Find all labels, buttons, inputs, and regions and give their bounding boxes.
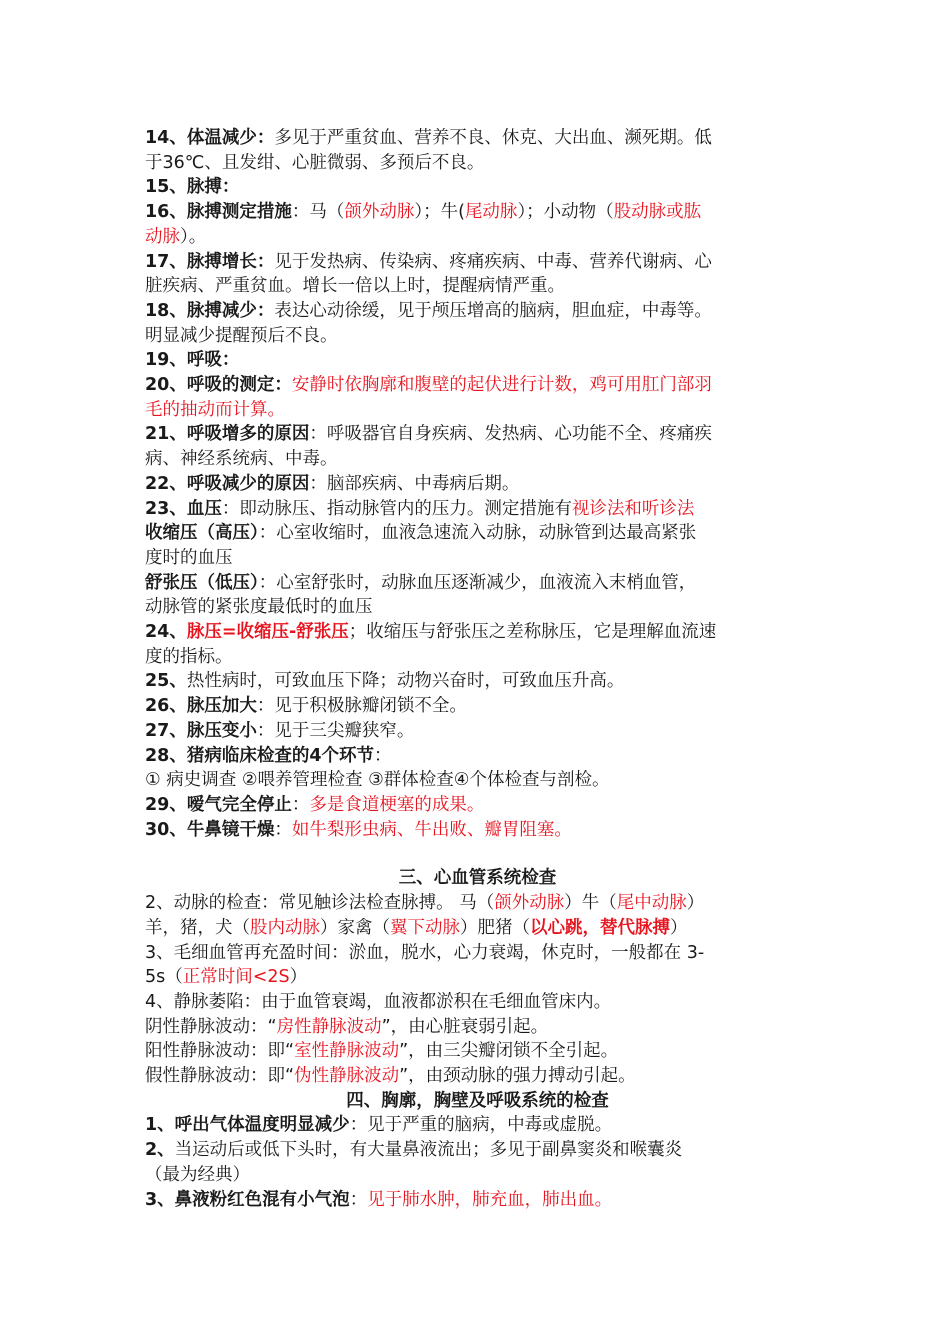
text-segment: 明显减少提醒预后不良。 [145, 325, 338, 346]
text-segment: 14、体温减少： [145, 128, 275, 148]
text-segment: ：心室舒张时，动脉血压逐渐减少，血液流入末梢血管， [258, 572, 697, 593]
text-segment: 收缩压（高压） [145, 523, 259, 544]
text-segment: 尾动脉 [464, 202, 518, 223]
text-line [145, 200, 810, 225]
text-segment: 舒张压（低压） [145, 572, 259, 593]
text-segment: ）。 [180, 226, 207, 247]
text-segment: 5s（ [145, 967, 183, 988]
text-line [145, 941, 810, 966]
text-segment: ：呼吸器官自身疾病、发热病、心功能不全、疼痛疾 [309, 424, 712, 445]
text-line [145, 916, 810, 941]
text-segment: ：脑部疾病、中毒病后期。 [309, 473, 520, 494]
text-line [145, 225, 810, 250]
text-line [145, 373, 810, 398]
text-segment: 2、 [145, 1140, 175, 1161]
text-segment: ： [274, 819, 292, 840]
text-segment: ： [349, 1189, 368, 1210]
text-line [145, 250, 810, 275]
text-line [145, 324, 810, 349]
section-heading-cardiovascular: 三、心血管系统检查 [398, 868, 557, 889]
text-segment: 3、毛细血管再充盈时间：淤血，脱水，心力衰竭，休克时，一般都在 3- [145, 942, 705, 963]
text-segment: 17、脉搏增长： [145, 251, 275, 272]
text-segment: ） [686, 893, 705, 914]
text-line [145, 744, 810, 769]
text-segment: 如牛梨形虫病、牛出败、瓣胃阻塞。 [291, 819, 572, 840]
text-segment: 29、嗳气完全停止 [145, 794, 292, 815]
text-segment: 颌外动脉 [494, 893, 565, 914]
text-segment: 正常时间<2S [182, 967, 290, 988]
text-line [145, 422, 810, 447]
text-segment: 股动脉或肱 [613, 202, 702, 223]
text-segment: ）牛（ [564, 893, 617, 914]
text-segment: 27、脉压变小 [145, 720, 257, 741]
text-segment: ） [670, 917, 688, 938]
text-segment: ：马（ [291, 202, 345, 223]
text-segment: 于36℃、且发绀、心脏微弱、多预后不良。 [145, 152, 485, 173]
respiratory-items [145, 1113, 810, 1212]
text-segment: 19、呼吸： [145, 350, 240, 371]
text-line [145, 274, 810, 299]
text-line [145, 891, 810, 916]
text-line [145, 472, 810, 497]
text-segment: ”，由颈动脉的强力搏动引起。 [399, 1066, 636, 1087]
text-line [145, 1113, 810, 1138]
text-segment: ：心室收缩时，血液急速流入动脉，动脉管到达最高紧张 [258, 523, 697, 544]
document-page [145, 126, 810, 1212]
text-segment: 阳性静脉波动：即“ [145, 1041, 295, 1062]
text-line [145, 793, 810, 818]
text-segment: 阴性静脉波动：“ [145, 1016, 277, 1037]
text-segment: 24、 [145, 622, 187, 643]
text-segment: 热性病时，可致血压下降；动物兴奋时，可致血压升高。 [186, 671, 625, 692]
text-segment: 16、脉搏测定措施 [145, 202, 292, 223]
text-segment: 尾中动脉 [616, 893, 687, 914]
text-line [145, 768, 810, 793]
text-segment: 3、鼻液粉红色混有小气泡 [145, 1189, 350, 1210]
text-segment: ① 病史调查 ②喂养管理检查 ③群体检查④个体检查与剖检。 [145, 770, 610, 791]
text-segment: 安静时依胸廓和腹壁的起伏进行计数，鸡可用肛门部羽 [291, 375, 712, 396]
text-segment: （最为经典） [145, 1164, 250, 1185]
text-segment: 度的指标。 [145, 646, 233, 667]
text-line [145, 521, 810, 546]
text-line [145, 1015, 810, 1040]
text-segment: 动脉管的紧张度最低时的血压 [145, 597, 373, 618]
text-segment: 假性静脉波动：即“ [145, 1066, 295, 1087]
text-segment: ；收缩压与舒张压之差称脉压，它是理解血流速 [348, 622, 717, 643]
text-segment: 18、脉搏减少： [145, 300, 275, 321]
text-line [145, 175, 810, 200]
text-line [145, 1163, 810, 1188]
text-segment: 22、呼吸减少的原因 [145, 473, 310, 494]
text-segment: 颌外动脉 [344, 202, 415, 223]
text-line [145, 151, 810, 176]
text-segment: ：见于三尖瓣狭窄。 [256, 720, 415, 741]
text-segment: 20、呼吸的测定： [145, 375, 292, 396]
text-segment: 23、血压 [145, 498, 222, 519]
text-segment: 房性静脉波动 [276, 1016, 382, 1037]
text-segment: 翼下动脉 [390, 917, 460, 938]
text-segment: ： [374, 745, 392, 766]
text-segment: 以心跳，替代脉搏 [530, 917, 670, 938]
text-segment: ：即动脉压、指动脉管内的压力。测定措施有 [221, 498, 572, 519]
exam-items-list [145, 126, 810, 842]
text-segment: 多见于严重贫血、营养不良、休克、大出血、濒死期。低 [274, 128, 712, 148]
text-line [145, 818, 810, 843]
cardiovascular-items [145, 891, 810, 1089]
text-segment: 室性静脉波动 [294, 1041, 400, 1062]
text-segment: ）家禽（ [320, 917, 390, 938]
text-line [145, 719, 810, 744]
text-line [145, 1039, 810, 1064]
text-line [145, 1188, 810, 1213]
text-line [145, 1138, 810, 1163]
text-segment: 视诊法和听诊法 [571, 498, 695, 519]
text-line [145, 571, 810, 596]
text-line [145, 620, 810, 645]
text-segment: 1、呼出气体温度明显减少 [145, 1115, 350, 1136]
text-segment: ： [291, 794, 310, 815]
text-segment: 伪性静脉波动 [294, 1066, 400, 1087]
text-segment: ”，由三尖瓣闭锁不全引起。 [399, 1041, 619, 1062]
text-line [145, 965, 810, 990]
text-line [145, 447, 810, 472]
text-line [145, 497, 810, 522]
text-segment: 28、猪病临床检查的4个环节 [145, 745, 375, 766]
text-line [145, 348, 810, 373]
text-segment: 病、神经系统病、中毒。 [145, 449, 338, 470]
section-gap [145, 842, 810, 866]
text-segment: ”，由心脏衰弱引起。 [381, 1016, 549, 1037]
text-line [145, 669, 810, 694]
text-segment: 表达心动徐缓，见于颅压增高的脑病，胆血症，中毒等。 [274, 300, 712, 321]
text-segment: 2、动脉的检查：常见触诊法检查脉搏。 马（ [145, 893, 495, 914]
text-line [145, 595, 810, 620]
text-segment: 26、脉压加大 [145, 696, 257, 717]
text-segment: ）肥猪（ [460, 917, 530, 938]
text-line [145, 546, 810, 571]
text-segment: 4、静脉萎陷：由于血管衰竭，血液都淤积在毛细血管床内。 [145, 991, 612, 1012]
text-segment: ）；小动物（ [517, 202, 614, 223]
text-segment: 度时的血压 [145, 547, 233, 568]
text-segment: ） [289, 967, 308, 988]
text-segment: 毛的抽动而计算。 [145, 399, 285, 420]
text-segment: ：见于严重的脑病，中毒或虚脱。 [349, 1115, 613, 1136]
text-line [145, 1064, 810, 1089]
text-line [145, 694, 810, 719]
text-line [145, 990, 810, 1015]
text-segment: 当运动后或低下头时，有大量鼻液流出；多见于副鼻窦炎和喉囊炎 [174, 1140, 683, 1161]
text-segment: 羊，猪，犬（ [145, 917, 250, 938]
text-segment: 30、牛鼻镜干燥 [145, 819, 275, 840]
text-line [145, 299, 810, 324]
text-segment: 15、脉搏： [145, 177, 240, 198]
text-segment: 多是食道梗塞的成果。 [309, 794, 485, 815]
text-segment: ）；牛( [414, 202, 465, 223]
text-line [145, 126, 810, 151]
text-segment: ：见于积极脉瓣闭锁不全。 [256, 696, 467, 717]
text-line [145, 645, 810, 670]
text-segment: 见于发热病、传染病、疼痛疾病、中毒、营养代谢病、心 [274, 251, 712, 272]
text-segment: 脏疾病、严重贫血。增长一倍以上时，提醒病情严重。 [145, 276, 565, 297]
text-segment: 股内动脉 [250, 917, 320, 938]
text-line [145, 398, 810, 423]
text-segment: 25、 [145, 671, 187, 692]
text-segment: 动脉 [145, 226, 180, 247]
text-segment: 见于肺水肿，肺充血，肺出血。 [367, 1189, 613, 1210]
text-segment: 21、呼吸增多的原因 [145, 424, 310, 445]
text-segment: 脉压=收缩压-舒张压 [186, 622, 349, 643]
section-heading-respiratory: 四、胸廓，胸壁及呼吸系统的检查 [346, 1090, 609, 1111]
